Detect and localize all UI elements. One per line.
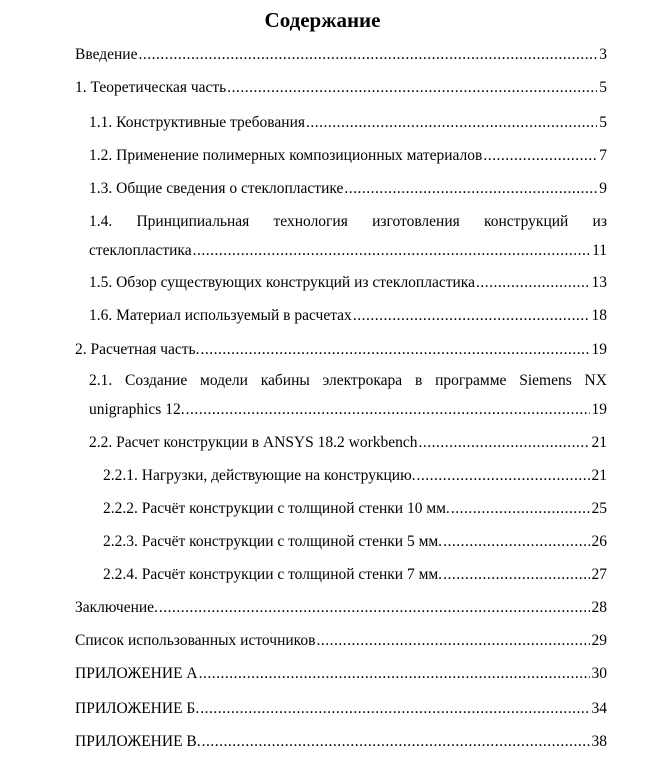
toc-entry-label: 2.2. Расчет конструкции в ANSYS 18.2 workbench xyxy=(89,434,418,451)
toc-word: кабины xyxy=(260,372,310,389)
toc-entry-page: 5 xyxy=(599,79,607,96)
toc-leader-dots xyxy=(199,663,590,685)
toc-leader-dots xyxy=(138,44,597,66)
toc-word: в xyxy=(415,372,423,389)
toc-leader-dots xyxy=(316,630,589,652)
toc-leader-dots xyxy=(200,339,589,361)
toc-entry-page: 34 xyxy=(591,700,607,717)
toc-entry-section-2-1-line2[interactable] xyxy=(89,399,607,421)
toc-entry-references[interactable] xyxy=(75,630,607,652)
toc-entry-page: 21 xyxy=(591,434,607,451)
toc-entry-page: 26 xyxy=(591,533,607,550)
toc-leader-dots xyxy=(186,399,590,421)
toc-entry-section-1-4-line1[interactable] xyxy=(89,211,607,233)
toc-entry-label: 2.2.2. Расчёт конструкции с толщиной стенки 10 мм. xyxy=(103,500,450,517)
toc-leader-dots xyxy=(344,178,597,200)
toc-word: из xyxy=(592,213,607,230)
toc-entry-section-1-5[interactable] xyxy=(89,272,607,294)
toc-word: 2.1. xyxy=(89,372,113,389)
toc-entry-section-1-1[interactable] xyxy=(89,112,607,134)
toc-entry-section-2-2-1[interactable] xyxy=(103,465,607,487)
page-title: Содержание xyxy=(264,8,381,32)
toc-entry-introduction[interactable] xyxy=(75,44,607,66)
toc-entry-appendix-b[interactable] xyxy=(75,698,607,720)
toc-leader-dots xyxy=(353,305,590,327)
toc-entry-page: 19 xyxy=(591,401,607,418)
toc-entry-section-2-2-4[interactable] xyxy=(103,564,607,586)
toc-entry-label: 1.3. Общие сведения о стеклопластике xyxy=(89,180,344,197)
toc-leader-dots xyxy=(227,77,597,99)
toc-entry-label: ПРИЛОЖЕНИЕ Б. xyxy=(75,700,200,717)
toc-entry-label: 1.6. Материал используемый в расчетах xyxy=(89,307,352,324)
toc-leader-dots xyxy=(193,240,590,262)
toc-leader-dots xyxy=(476,272,590,294)
toc-entry-page: 9 xyxy=(599,180,607,197)
toc-entry-label: 2.2.3. Расчёт конструкции с толщиной стенки 5 мм. xyxy=(103,533,443,550)
toc-entry-section-2-1-line1[interactable] xyxy=(89,370,607,392)
toc-entry-label: 1. Теоретическая часть xyxy=(75,79,227,96)
toc-entry-page: 25 xyxy=(591,500,607,517)
toc-entry-page: 3 xyxy=(599,46,607,63)
toc-entry-label: ПРИЛОЖЕНИЕ В. xyxy=(75,733,201,750)
toc-entry-label: стеклопластика xyxy=(89,242,192,259)
toc-entry-section-2-2-2[interactable] xyxy=(103,498,607,520)
toc-entry-page: 38 xyxy=(591,733,607,750)
toc-entry-label: 2. Расчетная часть. xyxy=(75,341,200,358)
toc-entry-label: unigraphics 12. xyxy=(89,401,185,418)
toc-leader-dots xyxy=(419,432,590,454)
toc-leader-dots xyxy=(417,465,590,487)
toc-entry-section-1-4-line2[interactable] xyxy=(89,240,607,262)
toc-leader-dots xyxy=(443,564,589,586)
toc-entry-section-2-2[interactable] xyxy=(89,432,607,454)
toc-entry-section-2[interactable] xyxy=(75,339,607,361)
toc-entry-label: Заключение. xyxy=(75,599,158,616)
toc-entry-label: 1.5. Обзор существующих конструкций из стеклопластика xyxy=(89,274,475,291)
toc-entry-page: 5 xyxy=(599,114,607,131)
toc-leader-dots xyxy=(200,698,589,720)
toc-entry-page: 21 xyxy=(591,467,607,484)
toc-entry-section-1-2[interactable] xyxy=(89,145,607,167)
toc-leader-dots xyxy=(451,498,590,520)
toc-word: программе xyxy=(435,372,507,389)
toc-word: изготовления xyxy=(372,213,460,230)
toc-entry-page: 29 xyxy=(591,632,607,649)
toc-entry-section-2-2-3[interactable] xyxy=(103,531,607,553)
toc-entry-page: 13 xyxy=(591,274,607,291)
toc-leader-dots xyxy=(159,597,590,619)
toc-entry-page: 27 xyxy=(591,566,607,583)
toc-entry-section-1-3[interactable] xyxy=(89,178,607,200)
toc-entry-section-1[interactable] xyxy=(75,77,607,99)
toc-leader-dots xyxy=(202,731,590,753)
toc-entry-page: 19 xyxy=(591,341,607,358)
toc-entry-page: 28 xyxy=(591,599,607,616)
toc-word: Принципиальная xyxy=(136,213,250,230)
toc-entry-label: ПРИЛОЖЕНИЕ А xyxy=(75,665,198,682)
toc-entry-section-1-6[interactable] xyxy=(89,305,607,327)
toc-word: NX xyxy=(584,372,607,389)
toc-entry-page: 11 xyxy=(592,242,607,259)
toc-entry-label: 1.2. Применение полимерных композиционных материалов xyxy=(89,147,483,164)
toc-entry-label: Список использованных источников xyxy=(75,632,316,649)
toc-leader-dots xyxy=(443,531,589,553)
toc-entry-page: 7 xyxy=(599,147,607,164)
toc-word: конструкций xyxy=(483,213,569,230)
toc-leader-dots xyxy=(483,145,597,167)
toc-word: Создание xyxy=(125,372,188,389)
toc-word: Siemens xyxy=(519,372,572,389)
toc-entry-label: 1.1. Конструктивные требования xyxy=(89,114,305,131)
toc-entry-label: 2.2.1. Нагрузки, действующие на конструкцию. xyxy=(103,467,416,484)
toc-entry-label: 2.2.4. Расчёт конструкции с толщиной стенки 7 мм. xyxy=(103,566,443,583)
toc-entry-page: 30 xyxy=(591,665,607,682)
toc-entry-page: 18 xyxy=(591,307,607,324)
toc-word: электрокара xyxy=(322,372,403,389)
toc-leader-dots xyxy=(306,112,597,134)
toc-entry-label: Введение xyxy=(75,46,138,63)
toc-word: 1.4. xyxy=(89,213,113,230)
toc-word: технология xyxy=(273,213,348,230)
toc-entry-appendix-a[interactable] xyxy=(75,663,607,685)
toc-entry-appendix-v[interactable] xyxy=(75,731,607,753)
toc-word: модели xyxy=(200,372,248,389)
toc-entry-conclusion[interactable] xyxy=(75,597,607,619)
